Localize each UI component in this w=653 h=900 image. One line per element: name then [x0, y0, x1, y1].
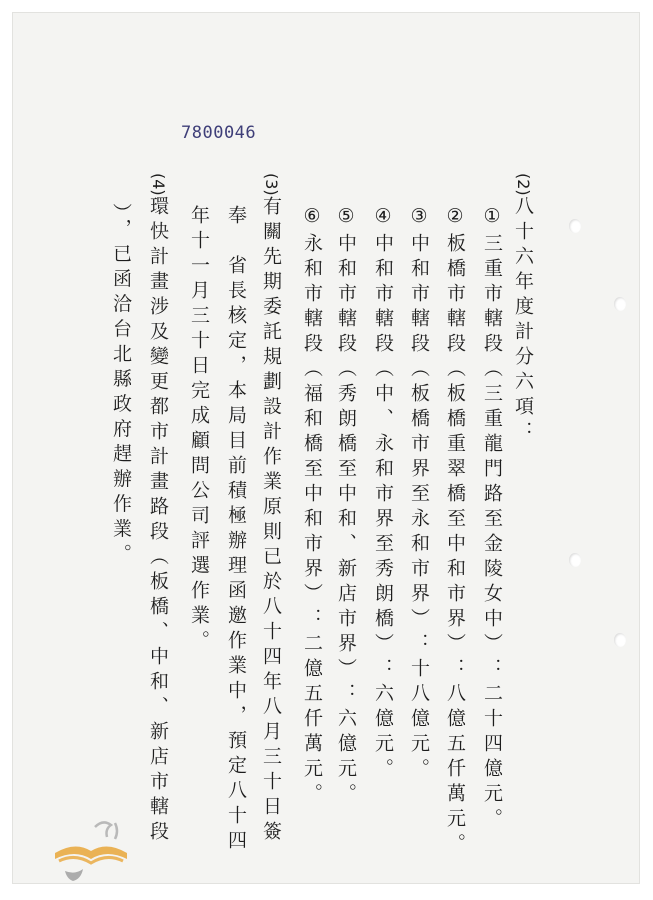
column-marker: (4)	[149, 173, 168, 196]
punch-hole	[614, 633, 626, 647]
text-column-10	[187, 205, 211, 655]
document-page	[12, 12, 640, 884]
column-marker: ③	[408, 205, 430, 233]
column-text: 有關先期委託規劃設計作業原則已於八十四年八月三十日簽	[260, 195, 282, 846]
column-marker: ⑤	[335, 205, 357, 233]
column-text: 年十一月三十日完成顧問公司評選作業。	[188, 205, 210, 655]
text-column-8	[259, 173, 283, 846]
column-marker: ⑥	[301, 205, 323, 233]
column-text: 中和市轄段（中、永和市界至秀朗橋）：六億元。	[372, 233, 394, 783]
column-text: ），已函洽台北縣政府趕辦作業。	[110, 203, 132, 569]
text-column-7	[300, 205, 324, 808]
text-column-11	[146, 173, 170, 846]
text-column-5	[371, 205, 395, 783]
column-text: 中和市轄段（板橋市界至永和市界）：十八億元。	[408, 233, 430, 783]
text-column-2	[480, 205, 504, 833]
column-marker: ④	[372, 205, 394, 233]
column-text: 奉 省長核定，本局目前積極辦理函邀作業中，預定八十四	[225, 205, 247, 855]
column-text: 永和市轄段（福和橋至中和市界）：二億五仟萬元。	[301, 233, 323, 808]
text-column-9	[224, 205, 248, 855]
text-column-3	[443, 205, 467, 858]
column-text: 八十六年度計分六項：	[512, 195, 534, 446]
column-marker: ①	[481, 205, 503, 233]
punch-hole	[569, 553, 581, 567]
column-text: 三重市轄段（三重龍門路至金陵女中）：二十四億元。	[481, 233, 503, 833]
archive-logo-icon	[45, 813, 135, 883]
text-column-6	[334, 205, 358, 808]
column-text: 中和市轄段（秀朗橋至中和、新店市界）：六億元。	[335, 233, 357, 808]
serial-number: 7800046	[181, 123, 257, 143]
text-column-12	[109, 203, 133, 569]
punch-hole	[569, 219, 581, 233]
text-column-4	[407, 205, 431, 783]
punch-hole	[614, 297, 626, 311]
column-marker: (3)	[262, 173, 281, 196]
column-marker: ②	[444, 205, 466, 233]
column-text: 環快計畫涉及變更都市計畫路段（板橋、中和、新店市轄段	[147, 195, 169, 846]
column-text: 板橋市轄段（板橋重翠橋至中和市界）：八億五仟萬元。	[444, 233, 466, 858]
column-marker: (2)	[514, 173, 533, 196]
text-column-1	[511, 173, 535, 446]
